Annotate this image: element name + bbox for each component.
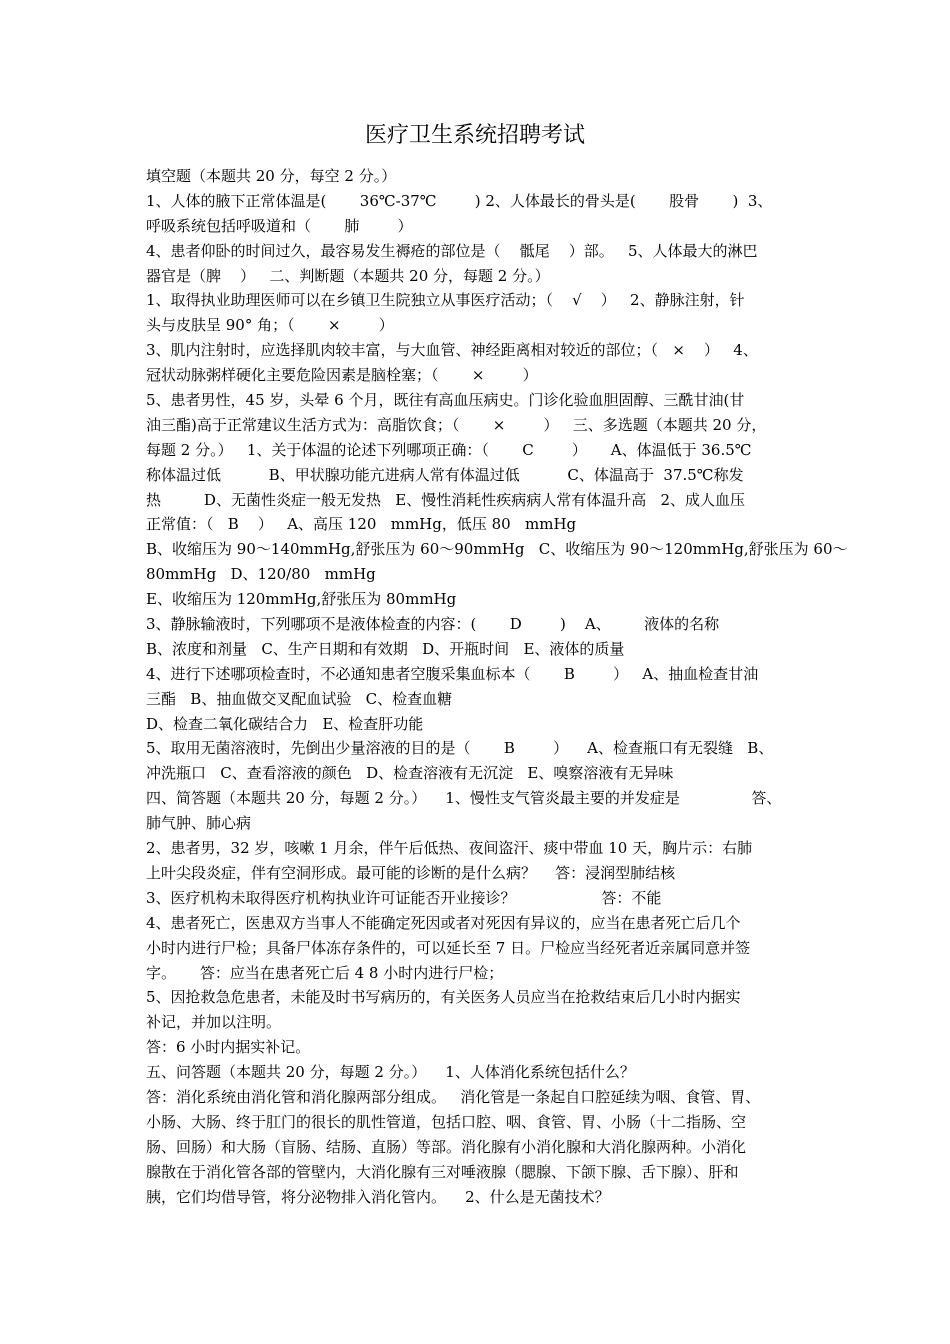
- text-line: 四、简答题（本题共 20 分，每题 2 分。） 1、慢性支气管炎最主要的并发症是 答、: [146, 789, 782, 808]
- text-line: 1、取得执业助理医师可以在乡镇卫生院独立从事医疗活动；（ √ ） 2、静脉注射，针: [146, 291, 745, 310]
- text-line: 4、进行下述哪项检查时，不必通知患者空腹采集血标本（ B ） A、抽血检查甘油: [146, 664, 759, 683]
- text-line: 油三酯)高于正常建议生活方式为：高脂饮食；（ × ） 三、多选题（本题共 20 分，: [146, 415, 767, 434]
- text-line: 3、医疗机构未取得医疗机构执业许可证能否开业接诊？ 答：不能: [146, 888, 662, 907]
- text-line: 肠、回肠）和大肠（盲肠、结肠、直肠）等部。消化腺有小消化腺和大消化腺两种。小消化: [146, 1137, 747, 1156]
- text-line: B、收缩压为 90～140mmHg,舒张压为 60～90mmHg C、收缩压为 90～120mmHg,舒张压为 60～: [146, 540, 848, 559]
- text-line: 3、肌内注射时，应选择肌肉较丰富，与大血管、神经距离相对较近的部位；（ × ） 4、: [146, 341, 758, 360]
- text-line: 冲洗瓶口 C、查看溶液的颜色 D、检查溶液有无沉淀 E、嗅察溶液有无异味: [146, 764, 674, 783]
- text-line: 答：消化系统由消化管和消化腺两部分组成。 消化管是一条起自口腔延续为咽、食管、胃、: [146, 1087, 761, 1106]
- document-body: [146, 164, 848, 1209]
- document-title: 医疗卫生系统招聘考试: [364, 123, 585, 148]
- text-line: 冠状动脉粥样硬化主要危险因素是脑栓塞；（ × ）: [146, 366, 538, 385]
- text-line: 3、静脉输液时，下列哪项不是液体检查的内容：( D ) A、 液体的名称: [146, 615, 720, 634]
- text-line: B、浓度和剂量 C、生产日期和有效期 D、开瓶时间 E、液体的质量: [146, 639, 625, 658]
- text-line: 胰，它们均借导管，将分泌物排入消化管内。 2、什么是无菌技术？: [146, 1187, 610, 1206]
- text-line: 补记，并加以注明。: [146, 1013, 282, 1032]
- text-line: 小时内进行尸检；具备尸体冻存条件的，可以延长至 7 日。尸检应当经死者近亲属同意并签: [146, 938, 751, 957]
- text-line: 5、取用无菌溶液时，先倒出少量溶液的目的是（ B ） A、检查瓶口有无裂缝 B、: [146, 739, 774, 758]
- text-line: 上叶尖段炎症，伴有空洞形成。最可能的诊断的是什么病？ 答：浸润型肺结核: [146, 863, 676, 882]
- text-line: 小肠、大肠、终于肛门的很长的肌性管道，包括口腔、咽、食管、胃、小肠（十二指肠、空: [146, 1112, 747, 1131]
- text-line: 三酯 B、抽血做交叉配血试验 C、检查血糖: [146, 689, 453, 708]
- text-line: 呼吸系统包括呼吸道和（ 肺 ）: [146, 216, 413, 235]
- text-line: 填空题（本题共 20 分，每空 2 分。）: [146, 167, 397, 185]
- text-line: 五、问答题（本题共 20 分，每题 2 分。） 1、人体消化系统包括什么？: [146, 1063, 635, 1082]
- text-line: 肺气肿、肺心病: [146, 814, 252, 833]
- text-line: 4、患者仰卧的时间过久，最容易发生褥疮的部位是（ 骶尾 ）部。 5、人体最大的淋巴: [146, 241, 758, 260]
- text-line: 称体温过低 B、甲状腺功能亢进病人常有体温过低 C、体温高于 37.5℃称发: [146, 465, 744, 484]
- text-line: 热 D、无菌性炎症一般无发热 E、慢性消耗性疾病病人常有体温升高 2、成人血压: [146, 490, 746, 509]
- text-line: 正常值：（ B ） A、高压 120 mmHg，低压 80 mmHg: [146, 515, 577, 534]
- text-line: 头与皮肤呈 90° 角；（ × ）: [146, 316, 394, 335]
- text-line: 答：6 小时内据实补记。: [146, 1038, 311, 1057]
- text-line: 每题 2 分。） 1、关于体温的论述下列哪项正确：（ C ） A、体温低于 36.5℃: [146, 440, 752, 459]
- text-line: 5、患者男性，45 岁，头晕 6 个月，既往有高血压病史。门诊化验血胆固醇、三酰甘油(甘: [146, 391, 745, 410]
- text-line: D、检查二氧化碳结合力 E、检查肝功能: [146, 714, 424, 733]
- text-line: 5、因抢救急危患者，未能及时书写病历的，有关医务人员应当在抢救结束后几小时内据实: [146, 988, 741, 1007]
- text-line: 2、患者男，32 岁，咳嗽 1 月余，伴午后低热、夜间盗汗、痰中带血 10 天，胸片示：右肺: [146, 839, 753, 858]
- text-line: 器官是（脾 ） 二、判断题（本题共 20 分，每题 2 分。）: [146, 266, 550, 285]
- text-line: 1、人体的腋下正常体温是( 36℃-37℃ ) 2、人体最长的骨头是( 股骨 ) 3、: [146, 191, 773, 210]
- text-line: 字。 答：应当在患者死亡后 4 8 小时内进行尸检；: [146, 963, 504, 982]
- text-line: 腺散在于消化管各部的管壁内，大消化腺有三对唾液腺（腮腺、下颌下腺、舌下腺）、肝和: [146, 1162, 739, 1181]
- text-line: E、收缩压为 120mmHg,舒张压为 80mmHg: [146, 590, 457, 609]
- text-line: 80mmHg D、120/80 mmHg: [146, 565, 376, 584]
- text-line: 4、患者死亡，医患双方当事人不能确定死因或者对死因有异议的，应当在患者死亡后几个: [146, 913, 741, 932]
